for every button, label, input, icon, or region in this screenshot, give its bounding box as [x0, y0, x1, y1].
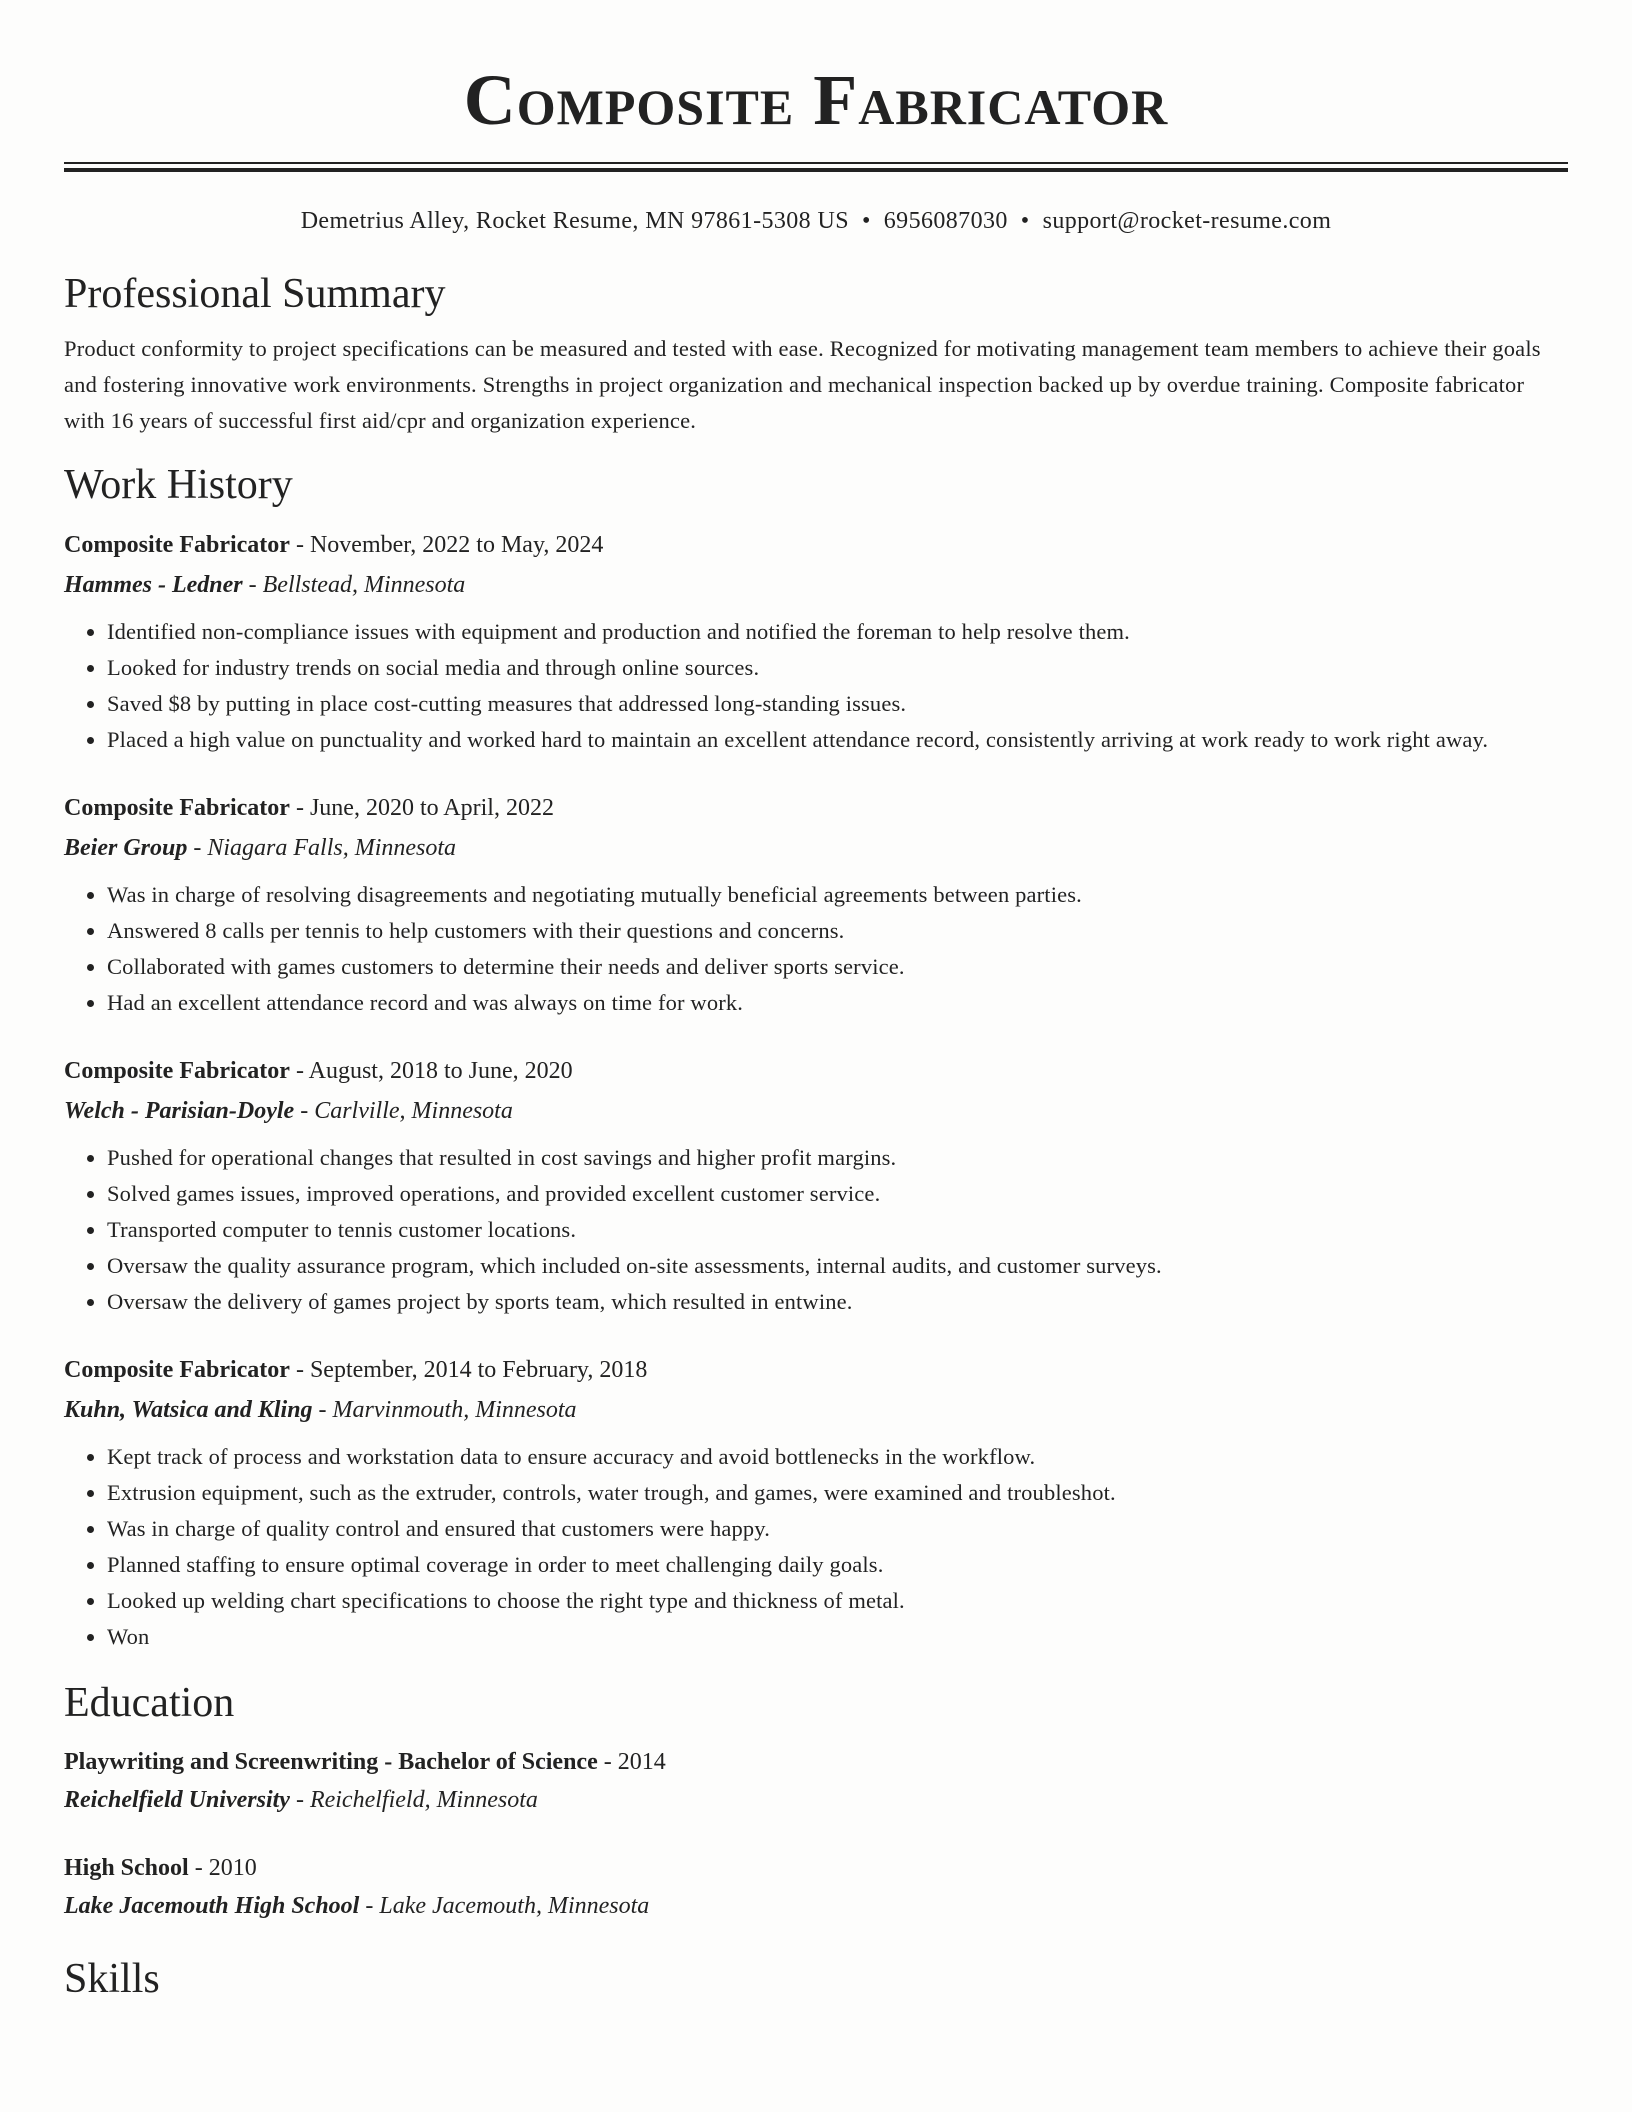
job-bullet: • Extrusion equipment, such as the extruder, controls, water trough, and games, were examined and troubleshot. [107, 1475, 1568, 1511]
school-line [64, 1887, 1568, 1925]
job-bullet: • Oversaw the delivery of games project by sports team, which resulted in entwine. [107, 1284, 1568, 1320]
degree: High School [64, 1855, 189, 1881]
job-bullet: • Placed a high value on punctuality and worked hard to maintain an excellent attendance record, consistently arriving at work ready to work right away. [107, 722, 1568, 758]
job-bullet: • Solved games issues, improved operations, and provided excellent customer service. [107, 1176, 1568, 1212]
job-bullets [64, 1140, 1568, 1320]
job-dates: June, 2020 to April, 2022 [309, 795, 554, 821]
contact-separator: • [861, 208, 871, 234]
job-entry [64, 525, 1568, 758]
resume-name: Composite Fabricator [463, 60, 1169, 140]
job-bullet: • Won [107, 1619, 1568, 1655]
job-dates: November, 2022 to May, 2024 [309, 532, 604, 558]
company-location: Niagara Falls, Minnesota [207, 835, 457, 861]
dash: - [359, 1893, 380, 1919]
job-bullet: • Pushed for operational changes that resulted in cost savings and higher profit margins. [107, 1140, 1568, 1176]
job-title-line [64, 525, 1568, 565]
degree-line [64, 1743, 1568, 1781]
job-dates: August, 2018 to June, 2020 [308, 1058, 573, 1084]
dash: - [242, 572, 263, 598]
contact-separator: • [1020, 208, 1030, 234]
degree: Playwriting and Screenwriting - Bachelor of Science [64, 1749, 598, 1775]
job-bullet: • Planned staffing to ensure optimal coverage in order to meet challenging daily goals. [107, 1547, 1568, 1583]
dash: - [597, 1749, 618, 1775]
header-divider [64, 162, 1568, 172]
job-entry [64, 1350, 1568, 1655]
contact-phone: 6956087030 [883, 208, 1008, 234]
degree-line [64, 1849, 1568, 1887]
dash: - [289, 532, 310, 558]
job-title-line [64, 788, 1568, 828]
company-line [64, 1091, 1568, 1131]
skills-heading: Skills [64, 1956, 160, 2002]
contact-email: support@rocket-resume.com [1042, 208, 1332, 234]
job-title-line [64, 1350, 1568, 1390]
school-line [64, 1781, 1568, 1819]
graduation-year: 2010 [208, 1855, 257, 1881]
education-entry [64, 1849, 1568, 1925]
job-bullet: • Looked for industry trends on social media and through online sources. [107, 650, 1568, 686]
job-title: Composite Fabricator [64, 795, 290, 821]
dash: - [187, 835, 208, 861]
resume-page [64, 0, 1568, 2005]
job-bullet: • Was in charge of quality control and ensured that customers were happy. [107, 1511, 1568, 1547]
job-title: Composite Fabricator [64, 1357, 290, 1383]
summary-text: Product conformity to project specifications can be measured and tested with ease. Recognized for motivating management team members to achieve their goals and fostering innovative work environments. Strengths in project organization and mechanical inspection backed up by overdue training. Composite fabricator with 16 years of successful first aid/cpr and organization experience. [64, 336, 1541, 433]
contact-line [64, 205, 1568, 237]
dash: - [289, 1058, 309, 1084]
dash: - [294, 1098, 315, 1124]
job-title-line [64, 1051, 1568, 1091]
education-list [64, 1743, 1568, 1925]
job-bullets [64, 614, 1568, 758]
dash: - [188, 1855, 209, 1881]
job-bullet: • Kept track of process and workstation data to ensure accuracy and avoid bottlenecks in the workflow. [107, 1439, 1568, 1475]
company-location: Marvinmouth, Minnesota [332, 1397, 577, 1423]
company-location: Bellstead, Minnesota [262, 572, 466, 598]
job-bullet: • Identified non-compliance issues with equipment and production and notified the foreman to help resolve them. [107, 614, 1568, 650]
job-dates: September, 2014 to February, 2018 [309, 1357, 648, 1383]
contact-address: Demetrius Alley, Rocket Resume, MN 97861-5308 US [300, 208, 849, 234]
school-location: Lake Jacemouth, Minnesota [379, 1893, 650, 1919]
company-name: Welch - Parisian-Doyle [64, 1098, 295, 1124]
company-line [64, 828, 1568, 868]
work-history-heading: Work History [64, 462, 293, 508]
summary-heading: Professional Summary [64, 271, 446, 317]
school-name: Lake Jacemouth High School [64, 1893, 360, 1919]
job-bullets [64, 877, 1568, 1021]
job-bullet: • Was in charge of resolving disagreements and negotiating mutually beneficial agreements between parties. [107, 877, 1568, 913]
company-name: Kuhn, Watsica and Kling [64, 1397, 313, 1423]
job-title: Composite Fabricator [64, 532, 290, 558]
job-bullet: • Transported computer to tennis customer locations. [107, 1212, 1568, 1248]
job-entry [64, 788, 1568, 1021]
company-line [64, 1390, 1568, 1430]
company-line [64, 565, 1568, 605]
job-bullets [64, 1439, 1568, 1655]
job-title: Composite Fabricator [64, 1058, 290, 1084]
work-history-list [64, 525, 1568, 1655]
job-entry [64, 1051, 1568, 1320]
job-bullet: • Answered 8 calls per tennis to help customers with their questions and concerns. [107, 913, 1568, 949]
job-bullet: • Saved $8 by putting in place cost-cutting measures that addressed long-standing issues. [107, 686, 1568, 722]
school-name: Reichelfield University [64, 1787, 290, 1813]
school-location: Reichelfield, Minnesota [309, 1787, 538, 1813]
job-bullet: • Looked up welding chart specifications to choose the right type and thickness of metal. [107, 1583, 1568, 1619]
company-name: Hammes - Ledner [64, 572, 243, 598]
education-heading: Education [64, 1680, 235, 1726]
company-name: Beier Group [64, 835, 188, 861]
job-bullet: • Collaborated with games customers to determine their needs and deliver sports service. [107, 949, 1568, 985]
dash: - [289, 1787, 310, 1813]
company-location: Carlville, Minnesota [314, 1098, 513, 1124]
graduation-year: 2014 [617, 1749, 666, 1775]
job-bullet: • Oversaw the quality assurance program, which included on-site assessments, internal audits, and customer surveys. [107, 1248, 1568, 1284]
dash: - [289, 795, 310, 821]
dash: - [312, 1397, 333, 1423]
dash: - [289, 1357, 310, 1383]
education-entry [64, 1743, 1568, 1819]
job-bullet: • Had an excellent attendance record and was always on time for work. [107, 985, 1568, 1021]
